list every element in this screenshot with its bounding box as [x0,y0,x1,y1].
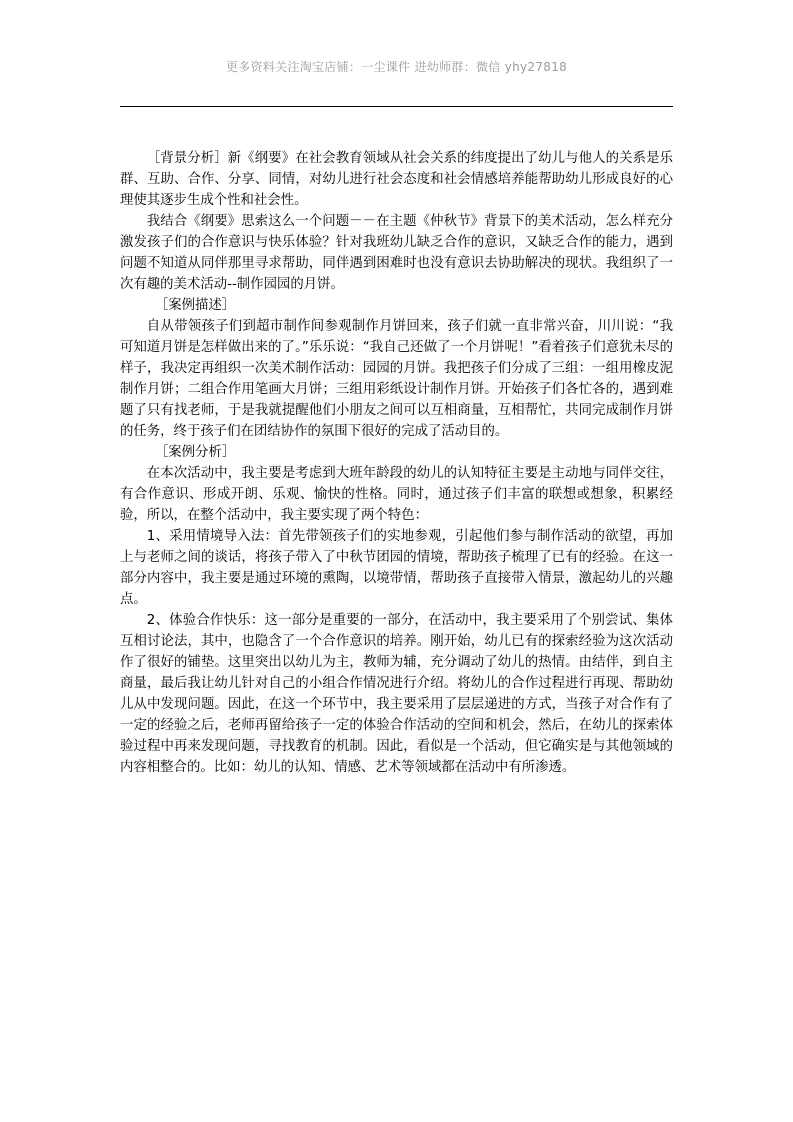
header-divider [120,106,673,107]
section-heading-case-analysis: ［案例分析］ [154,445,236,460]
paragraph-feature-one: 1、采用情境导入法：首先带领孩子们的实地参观，引起他们参与制作活动的欲望，再加上与老师之间的谈话，将孩子带入了中秋节团园的情境，帮助孩子梳理了已有的经验。在这一部分内容中，我主要是通过环境的熏陶，以境带情，帮助孩子直接带入情景，激起幼儿的兴趣点。 [120,529,673,607]
page-header: 更多资料关注淘宝店铺：一尘课件 进幼师群：微信 yhy27818 [225,60,568,74]
paragraph-background: ［背景分析］新《纲要》在社会教育领域从社会关系的纬度提出了幼儿与他人的关系是乐群、互助、合作、分享、同情，对幼儿进行社会态度和社会情感培养能帮助幼儿形成良好的心理使其逐步生成个性和社会性。 [120,151,673,208]
paragraph-reflection: 我结合《纲要》思索这么一个问题－－在主题《仲秋节》背景下的美术活动，怎么样充分激发孩子们的合作意识与快乐体验？针对我班幼儿缺乏合作的意识，又缺乏合作的能力，遇到问题不知道从同伴那里寻求帮助，同伴遇到困难时也没有意识去协助解决的现状。我组织了一次有趣的美术活动--制作园园的月饼。 [120,214,673,292]
section-heading-case-description: ［案例描述］ [154,298,236,313]
paragraph-feature-two: 2、体验合作快乐：这一部分是重要的一部分，在活动中，我主要采用了个别尝试、集体互相讨论法，其中，也隐含了一个合作意识的培养。刚开始，幼儿已有的探索经验为这次活动作了很好的铺垫。这里突出以幼儿为主，教师为辅，充分调动了幼儿的热情。由结伴，到自主商量，最后我让幼儿针对自己的小组合作情况进行介绍。将幼儿的合作过程进行再现、帮助幼儿从中发现问题。因此，在这一个环节中，我主要采用了层层递进的方式，当孩子对合作有了一定的经验之后，老师再留给孩子一定的体验合作活动的空间和机会，然后，在幼儿的探索体验过程中再来发现问题，寻找教育的机制。因此，看似是一个活动，但它确实是与其他领域的内容相整合的。比如：幼儿的认知、情感、艺术等领域都在活动中有所渗透。 [120,613,673,775]
document-body [120,148,673,778]
paragraph-analysis-intro: 在本次活动中，我主要是考虑到大班年龄段的幼儿的认知特征主要是主动地与同伴交往，有合作意识、形成开朗、乐观、愉快的性格。同时，通过孩子们丰富的联想或想象，积累经验，所以，在整个活动中，我主要实现了两个特色： [120,466,673,523]
paragraph-case-description: 自从带领孩子们到超市制作间参观制作月饼回来，孩子们就一直非常兴奋，川川说：“我可知道月饼是怎样做出来的了。”乐乐说：“我自己还做了一个月饼呢！”看着孩子们意犹未尽的样子，我决定再组织一次美术制作活动：园园的月饼。我把孩子们分成了三组：一组用橡皮泥制作月饼；二组合作用笔画大月饼；三组用彩纸设计制作月饼。开始孩子们各忙各的，遇到难题了只有找老师，于是我就提醒他们小朋友之间可以互相商量，互相帮忙，共同完成制作月饼的任务，终于孩子们在团结协作的氛围下很好的完成了活动目的。 [120,319,673,439]
